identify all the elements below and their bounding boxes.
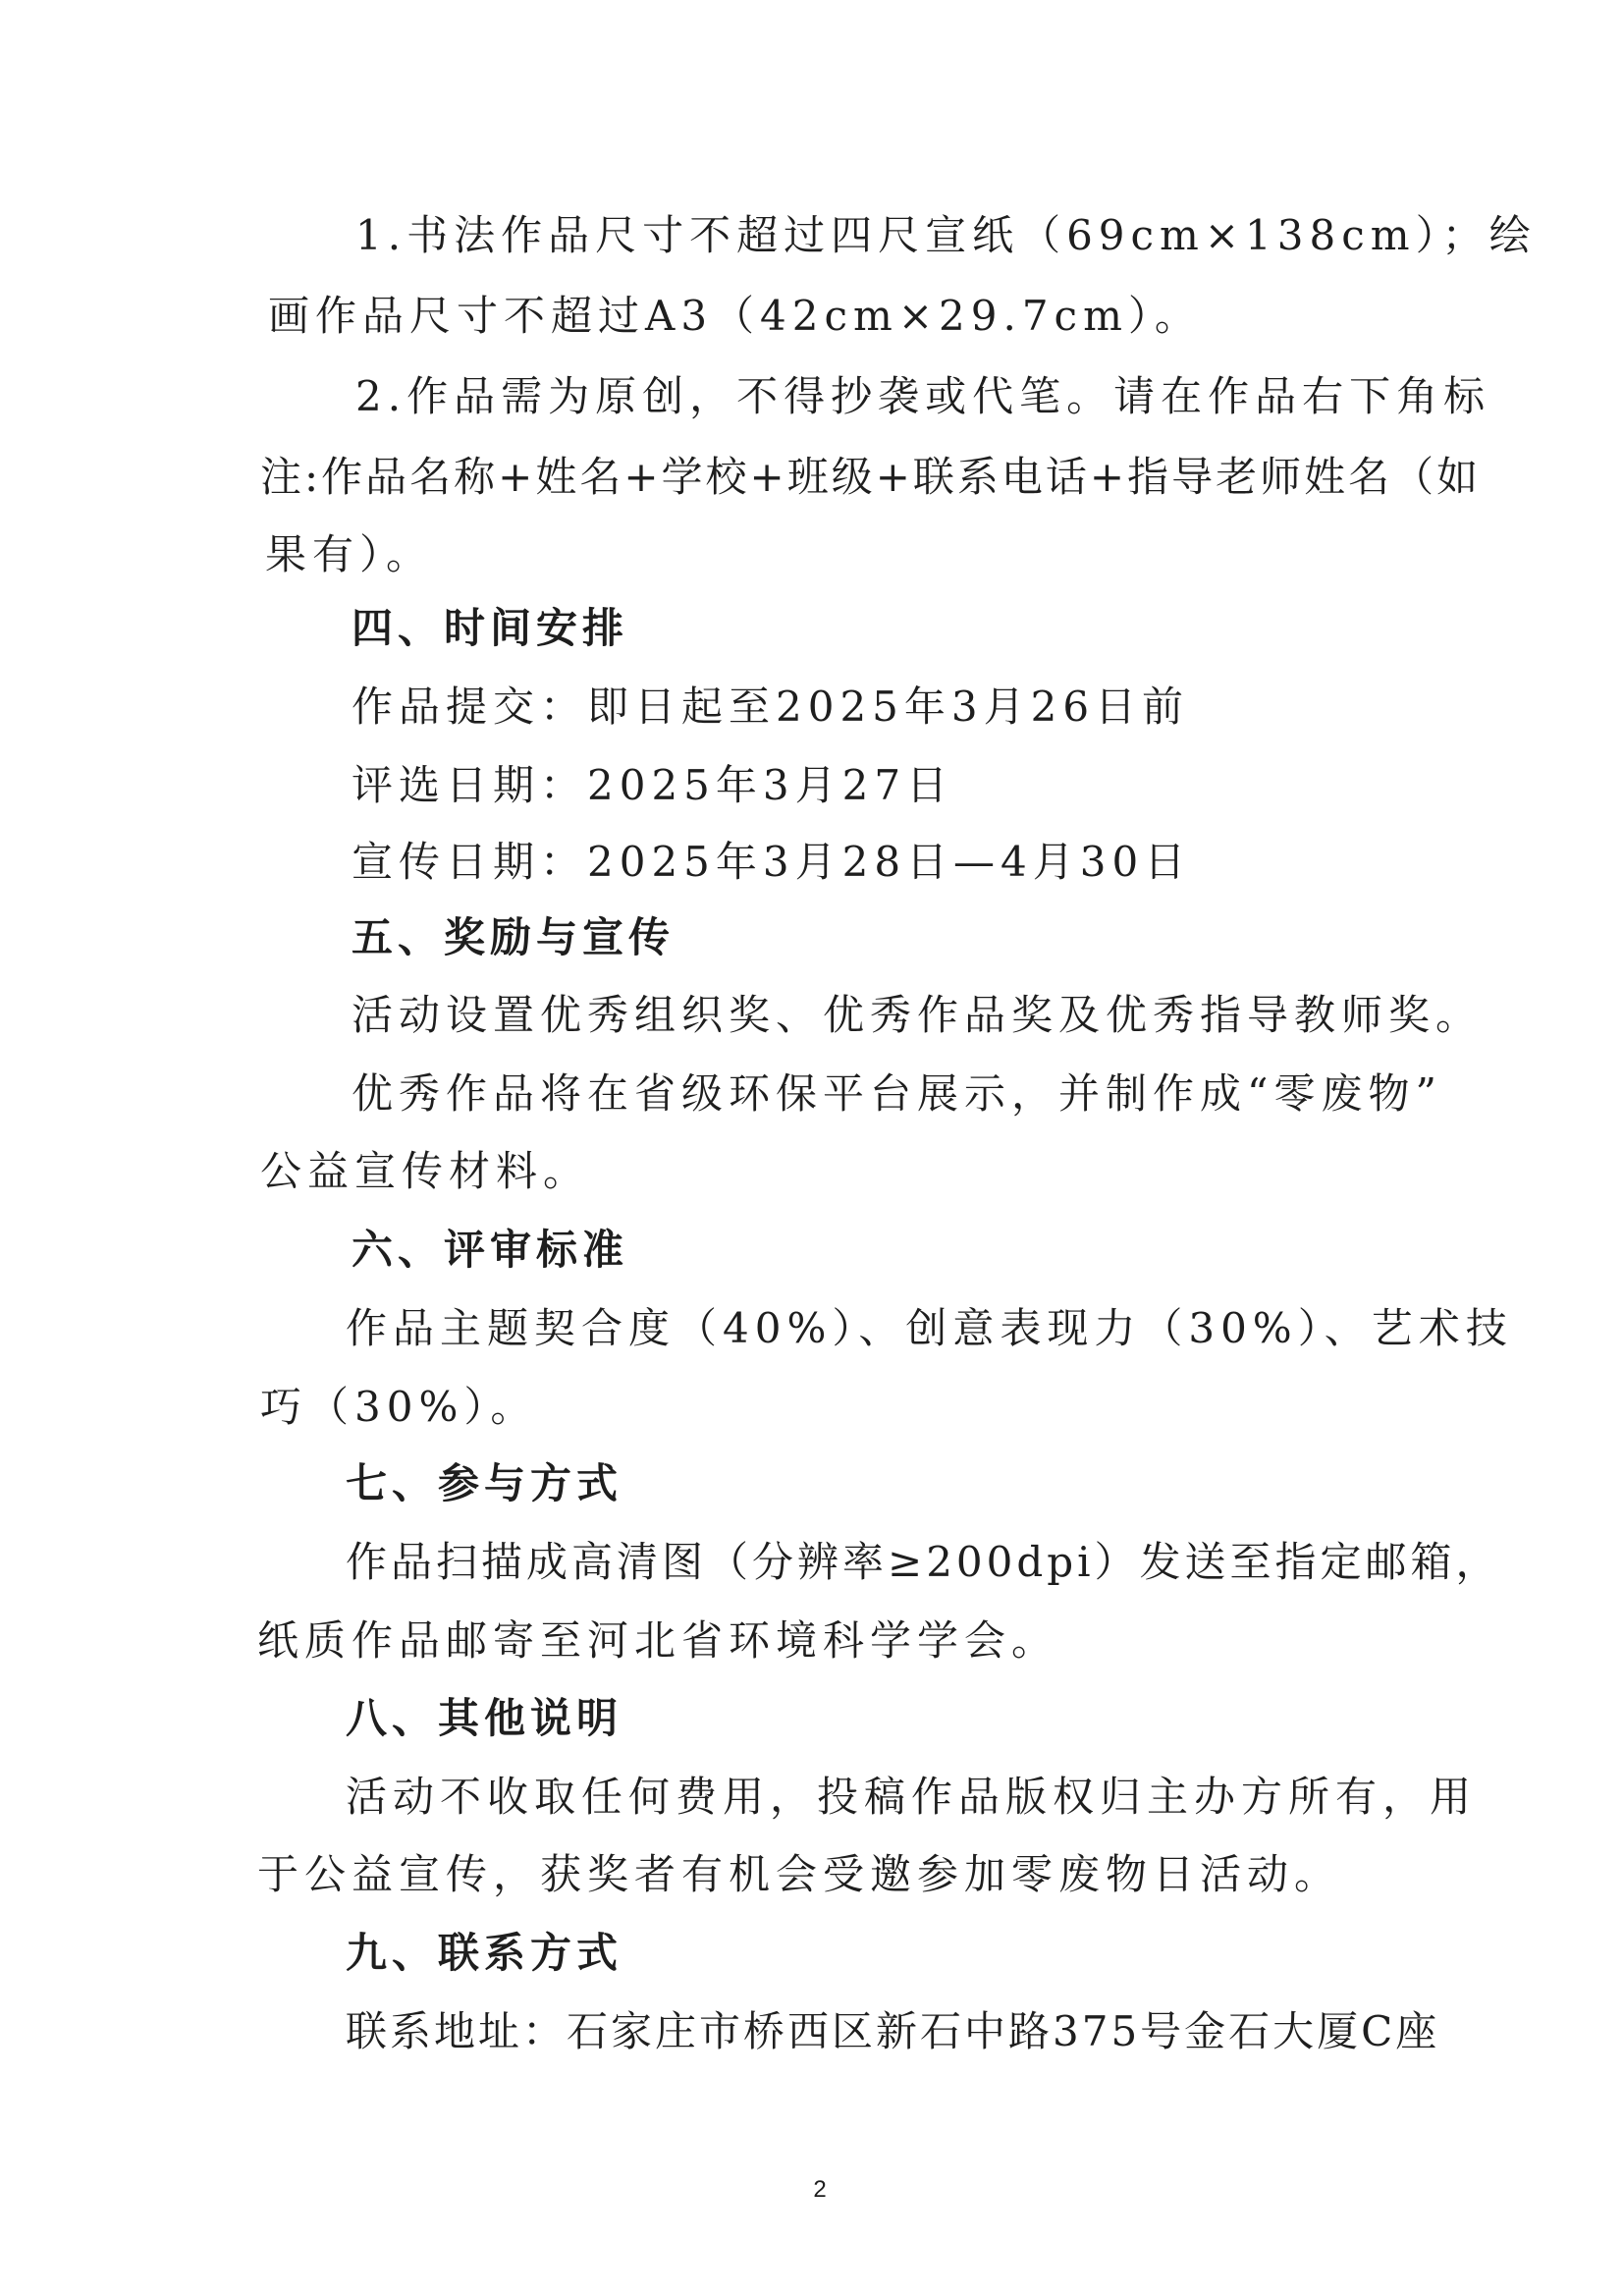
body-text-line: 于公益宣传，获奖者有机会受邀参加零废物日活动。 [257, 1850, 1342, 1898]
body-text-line: 活动设置优秀组织奖、优秀作品奖及优秀指导教师奖。 [352, 991, 1484, 1039]
body-text-line: 2.作品需为原创，不得抄袭或代笔。请在作品右下角标 [355, 372, 1491, 420]
body-text-line: 纸质作品邮寄至河北省环境科学学会。 [257, 1616, 1059, 1665]
body-text-line: 画作品尺寸不超过A3（42cm×29.7cm）。 [268, 292, 1202, 340]
page-number: 2 [813, 2176, 827, 2203]
body-text-line: 巧（30%）。 [260, 1383, 538, 1431]
body-text-line: 评选日期：2025年3月27日 [352, 761, 954, 809]
body-text-line: 活动不收取任何费用，投稿作品版权归主办方所有，用 [346, 1773, 1478, 1821]
section-heading-participation: 七、参与方式 [346, 1459, 623, 1507]
body-text-line: 作品扫描成高清图（分辨率≥200dpi）发送至指定邮箱， [346, 1538, 1501, 1586]
body-text-line: 联系地址：石家庄市桥西区新石中路375号金石大厦C座 [346, 2007, 1440, 2055]
section-heading-contact: 九、联系方式 [346, 1929, 623, 1977]
body-text-line: 注:作品名称+姓名+学校+班级+联系电话+指导老师姓名（如 [260, 453, 1482, 501]
section-heading-criteria: 六、评审标准 [352, 1226, 629, 1274]
body-text-line: 优秀作品将在省级环保平台展示，并制作成“零废物” [352, 1069, 1442, 1118]
body-text-line: 公益宣传材料。 [260, 1147, 591, 1195]
body-text-line: 1.书法作品尺寸不超过四尺宣纸（69cm×138cm）；绘 [355, 211, 1537, 259]
section-heading-other-notes: 八、其他说明 [346, 1694, 623, 1742]
body-text-line: 宣传日期：2025年3月28日—4月30日 [352, 838, 1192, 886]
body-text-line: 作品提交：即日起至2025年3月26日前 [352, 683, 1190, 731]
section-heading-awards: 五、奖励与宣传 [352, 913, 676, 961]
body-text-line: 果有）。 [265, 530, 434, 578]
body-text-line: 作品主题契合度（40%）、创意表现力（30%）、艺术技 [346, 1304, 1513, 1352]
section-heading-schedule: 四、时间安排 [352, 604, 629, 652]
